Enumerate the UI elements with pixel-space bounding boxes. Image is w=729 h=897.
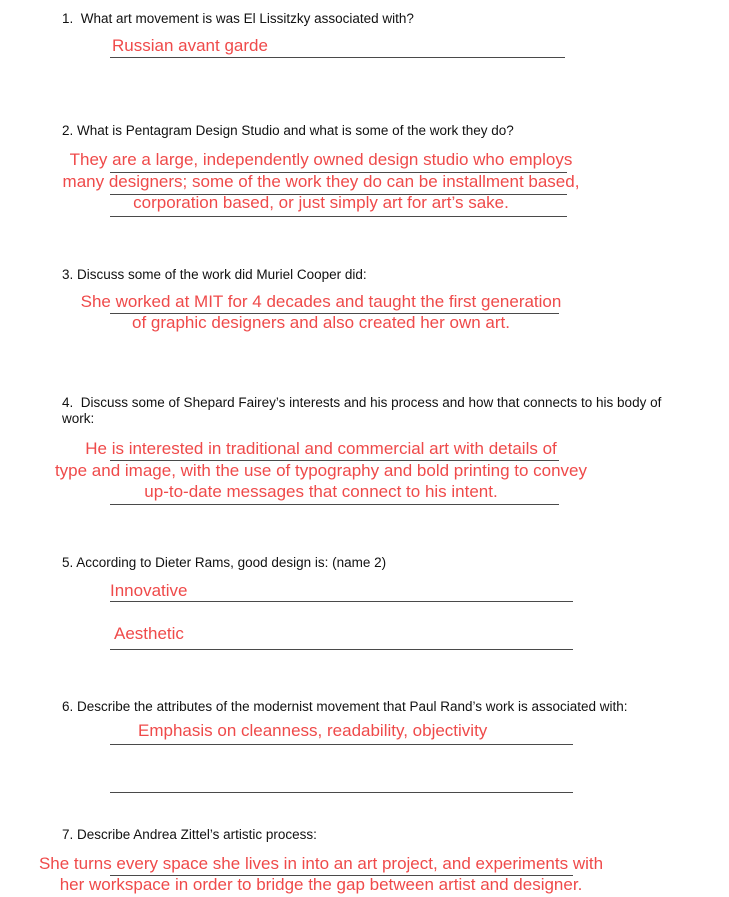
question-text: What art movement is was El Lissitzky associated with?: [80, 11, 414, 26]
answer-line: [110, 216, 567, 217]
question-text: Discuss some of Shepard Fairey’s interests and his process and how that connects to his body of work:: [62, 395, 662, 426]
question-number: 2.: [62, 123, 74, 138]
question-number: 6.: [62, 699, 74, 714]
question-3: [62, 267, 367, 283]
question-7: [62, 827, 317, 843]
question-1: [62, 11, 414, 27]
answer-5b[interactable]: Aesthetic: [114, 624, 184, 643]
question-text: Describe Andrea Zittel’s artistic process:: [77, 827, 317, 842]
question-5: [62, 555, 386, 571]
answer-line: [110, 57, 565, 58]
answer-4-line-1[interactable]: He is interested in traditional and commercial art with details of: [85, 439, 557, 458]
question-number: 5.: [62, 555, 74, 570]
answer-7-line-2[interactable]: her workspace in order to bridge the gap between artist and designer.: [59, 875, 583, 894]
answer-line: [110, 649, 573, 650]
question-text: According to Dieter Rams, good design is: (name 2): [76, 555, 387, 570]
answer-7-line-1[interactable]: She turns every space she lives in into an art project, and experiments with: [38, 854, 604, 873]
question-number: 3.: [62, 267, 74, 282]
answer-4-line-3[interactable]: up-to-date messages that connect to his intent.: [144, 482, 498, 501]
question-text: Discuss some of the work did Muriel Cooper did:: [77, 267, 367, 282]
answer-line: [110, 744, 573, 745]
answer-6[interactable]: Emphasis on cleanness, readability, objectivity: [138, 721, 488, 740]
answer-2-line-3[interactable]: corporation based, or just simply art for art’s sake.: [133, 193, 509, 212]
question-number: 4.: [62, 395, 74, 410]
question-4: [62, 395, 692, 427]
question-text: What is Pentagram Design Studio and what is some of the work they do?: [77, 123, 514, 138]
question-number: 1.: [62, 11, 74, 26]
answer-3-line-2[interactable]: of graphic designers and also created her own art.: [131, 313, 510, 332]
question-text: Describe the attributes of the modernist movement that Paul Rand’s work is associated with:: [77, 699, 628, 714]
answer-1[interactable]: Russian avant garde: [112, 36, 268, 55]
answer-line: [110, 792, 573, 793]
answer-4-line-2[interactable]: type and image, with the use of typography and bold printing to convey: [54, 461, 588, 480]
answer-2-line-2[interactable]: many designers; some of the work they do can be installment based,: [62, 172, 580, 191]
question-6: [62, 699, 628, 715]
question-2: [62, 123, 514, 139]
question-number: 7.: [62, 827, 74, 842]
answer-5a[interactable]: Innovative: [110, 581, 188, 600]
answer-line: [110, 504, 559, 505]
answer-line: [110, 601, 573, 602]
answer-2-line-1[interactable]: They are a large, independently owned design studio who employs: [69, 150, 573, 169]
answer-3-line-1[interactable]: She worked at MIT for 4 decades and taught the first generation: [80, 292, 562, 311]
